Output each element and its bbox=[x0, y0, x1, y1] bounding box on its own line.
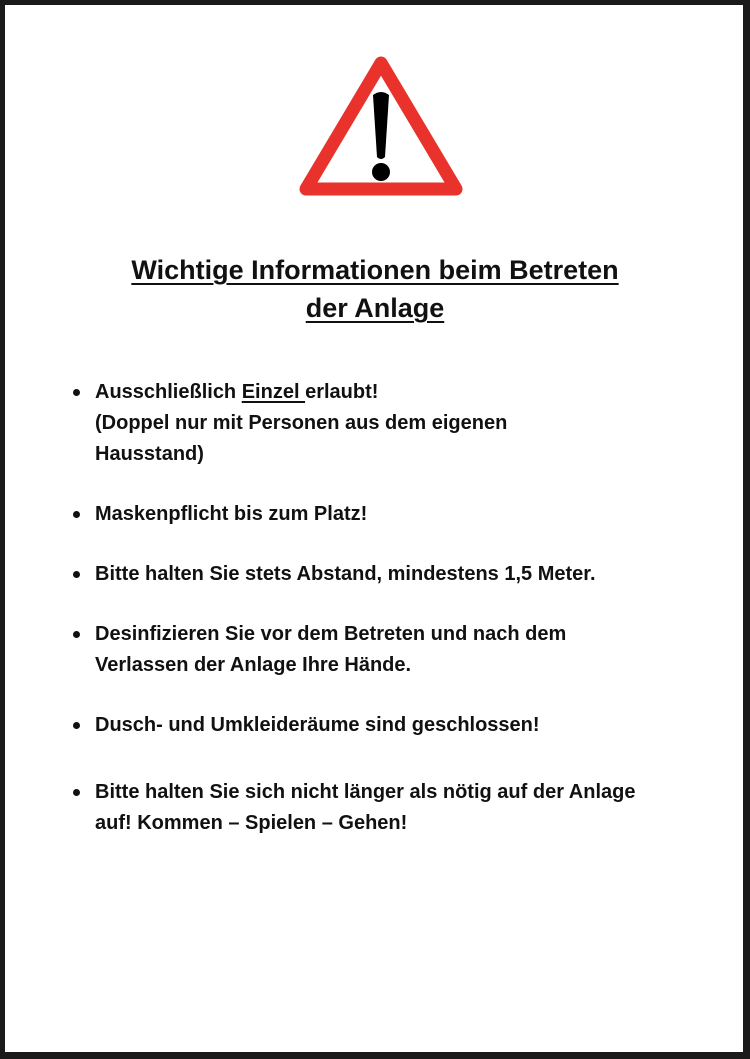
rule-item-disinfect bbox=[73, 619, 693, 681]
rule-line: Maskenpflicht bis zum Platz! bbox=[95, 503, 368, 525]
rule-item-mask bbox=[73, 499, 693, 530]
warning-triangle-icon bbox=[296, 51, 466, 201]
rule-line: auf! Kommen – Spielen – Gehen! bbox=[95, 812, 408, 834]
rule-text: Ausschließlich bbox=[95, 381, 242, 403]
rule-line: Dusch- und Umkleideräume sind geschlossen! bbox=[95, 714, 540, 736]
rule-text: erlaubt! bbox=[305, 381, 379, 403]
rule-line: Hausstand) bbox=[95, 443, 204, 465]
exclamation-dot bbox=[372, 163, 390, 181]
title-line-2: der Anlage bbox=[305, 293, 445, 323]
bullet-icon bbox=[73, 571, 80, 578]
rule-line: Bitte halten Sie stets Abstand, mindestens 1,5 Meter. bbox=[95, 563, 596, 585]
notice-title bbox=[5, 251, 745, 327]
rule-line bbox=[95, 377, 693, 408]
bullet-icon bbox=[73, 511, 80, 518]
rule-item-stay bbox=[73, 777, 693, 839]
rule-item-distance bbox=[73, 559, 693, 590]
rule-line: Verlassen der Anlage Ihre Hände. bbox=[95, 654, 412, 676]
rule-line: Desinfizieren Sie vor dem Betreten und nach dem bbox=[95, 623, 567, 645]
notice-page bbox=[5, 5, 743, 1052]
rules-list bbox=[73, 377, 693, 839]
rule-item-showers bbox=[73, 710, 693, 741]
bullet-icon bbox=[73, 789, 80, 796]
bullet-icon bbox=[73, 722, 80, 729]
bullet-icon bbox=[73, 631, 80, 638]
rule-line: Bitte halten Sie sich nicht länger als nötig auf der Anlage bbox=[95, 781, 636, 803]
title-line-1: Wichtige Informationen beim Betreten bbox=[131, 255, 619, 285]
rule-line: (Doppel nur mit Personen aus dem eigenen bbox=[95, 412, 508, 434]
rule-emphasis: Einzel bbox=[241, 381, 306, 403]
rule-item-singles bbox=[73, 377, 693, 470]
bullet-icon bbox=[73, 389, 80, 396]
